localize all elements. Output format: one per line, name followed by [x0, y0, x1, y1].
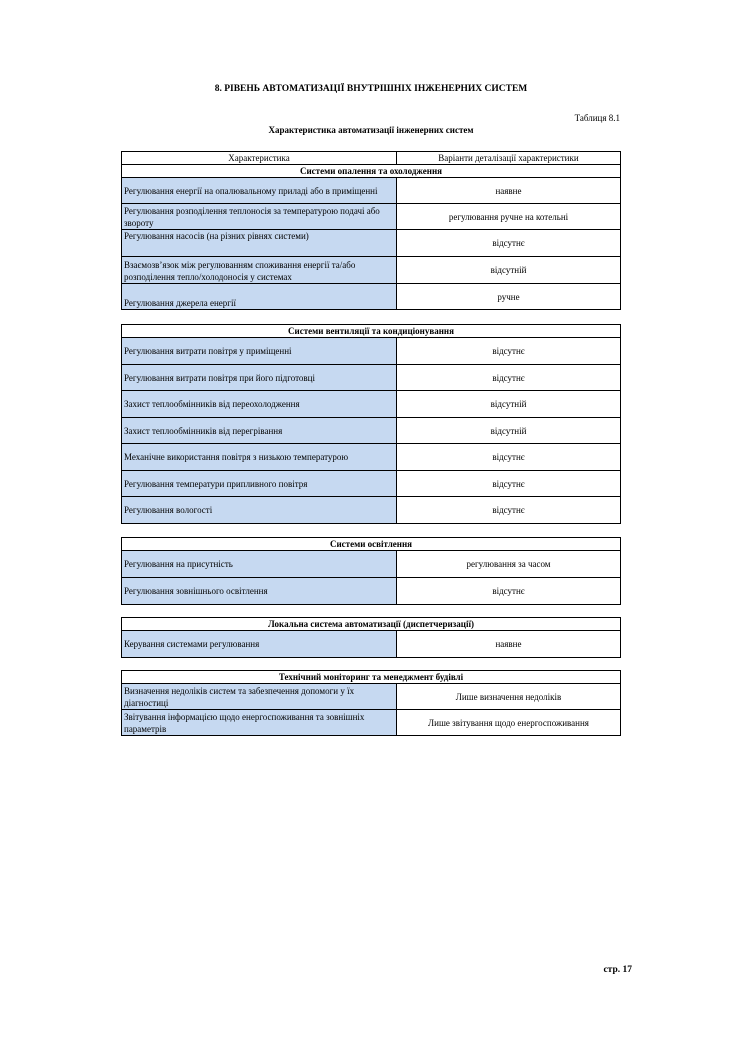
row-label: Захист теплообмінників від переохолодження	[122, 391, 397, 418]
row-label: Регулювання витрати повітря при його підготовці	[122, 365, 397, 391]
table-row	[122, 551, 621, 578]
row-label: Захист теплообмінників від перегрівання	[122, 418, 397, 444]
row-value: ручне	[397, 284, 621, 310]
row-value: наявне	[397, 178, 621, 204]
section-title: Технічний моніторинг та менеджмент будівлі	[122, 671, 621, 684]
table-row	[122, 204, 621, 230]
row-value: Лише визначення недоліків	[397, 684, 621, 710]
column-header-variants: Варіанти деталізації характеристики	[397, 152, 621, 165]
table-row	[122, 497, 621, 524]
table-number: Таблиця 8.1	[574, 113, 620, 123]
section-title: Системи опалення та охолодження	[122, 165, 621, 178]
table-row	[122, 684, 621, 710]
row-value: наявне	[397, 631, 621, 658]
row-value: відсутнє	[397, 230, 621, 257]
table-caption: Характеристика автоматизації інженерних систем	[268, 125, 474, 135]
row-value: відсутній	[397, 257, 621, 284]
page-number: стр. 17	[603, 965, 632, 975]
table-row	[122, 471, 621, 497]
table-row	[122, 710, 621, 736]
table-row	[122, 284, 621, 310]
row-label: Регулювання енергії на опалювальному приладі або в приміщенні	[122, 178, 397, 204]
row-value: регулювання ручне на котельні	[397, 204, 621, 230]
row-label: Керування системами регулювання	[122, 631, 397, 658]
column-header-characteristic: Характеристика	[122, 152, 397, 165]
table-row	[122, 178, 621, 204]
row-value: регулювання за часом	[397, 551, 621, 578]
section-title: Системи вентиляції та кондиціонування	[122, 325, 621, 338]
table-local-automation	[121, 617, 621, 658]
row-value: відсутнє	[397, 578, 621, 605]
row-value: відсутній	[397, 391, 621, 418]
table-row	[122, 365, 621, 391]
row-label: Регулювання джерела енергії	[122, 284, 397, 310]
row-label: Регулювання вологості	[122, 497, 397, 524]
row-label: Визначення недоліків систем та забезпечення допомоги у їх діагностиці	[122, 684, 397, 710]
row-value: Лише звітування щодо енергоспоживання	[397, 710, 621, 736]
table-row	[122, 418, 621, 444]
row-value: відсутнє	[397, 444, 621, 471]
table-heating-cooling	[121, 151, 621, 310]
section-title: Локальна система автоматизації (диспетчеризації)	[122, 618, 621, 631]
table-row	[122, 230, 621, 257]
row-label: Регулювання зовнішнього освітлення	[122, 578, 397, 605]
section-heading: 8. РІВЕНЬ АВТОМАТИЗАЦІЇ ВНУТРІШНІХ ІНЖЕНЕРНИХ СИСТЕМ	[214, 84, 528, 94]
table-row	[122, 257, 621, 284]
row-label: Механічне використання повітря з низькою температурою	[122, 444, 397, 471]
table-technical-monitoring	[121, 670, 621, 736]
row-value: відсутнє	[397, 497, 621, 524]
row-value: відсутнє	[397, 365, 621, 391]
row-label: Регулювання на присутність	[122, 551, 397, 578]
table-row	[122, 338, 621, 365]
row-label: Взаємозв’язок між регулюванням споживання енергії та/або розподілення тепло/холодоносія у системах	[122, 257, 397, 284]
row-value: відсутній	[397, 418, 621, 444]
table-ventilation	[121, 324, 621, 524]
row-label: Регулювання розподілення теплоносія за температурою подачі або звороту	[122, 204, 397, 230]
row-label: Звітування інформацією щодо енергоспоживання та зовнішніх параметрів	[122, 710, 397, 736]
row-value: відсутнє	[397, 471, 621, 497]
row-label: Регулювання температури припливного повітря	[122, 471, 397, 497]
table-row	[122, 444, 621, 471]
section-title: Системи освітлення	[122, 538, 621, 551]
table-row	[122, 578, 621, 605]
row-label: Регулювання витрати повітря у приміщенні	[122, 338, 397, 365]
table-row	[122, 391, 621, 418]
table-lighting	[121, 537, 621, 605]
row-label: Регулювання насосів (на різних рівнях системи)	[122, 230, 397, 257]
row-value: відсутнє	[397, 338, 621, 365]
table-row	[122, 631, 621, 658]
